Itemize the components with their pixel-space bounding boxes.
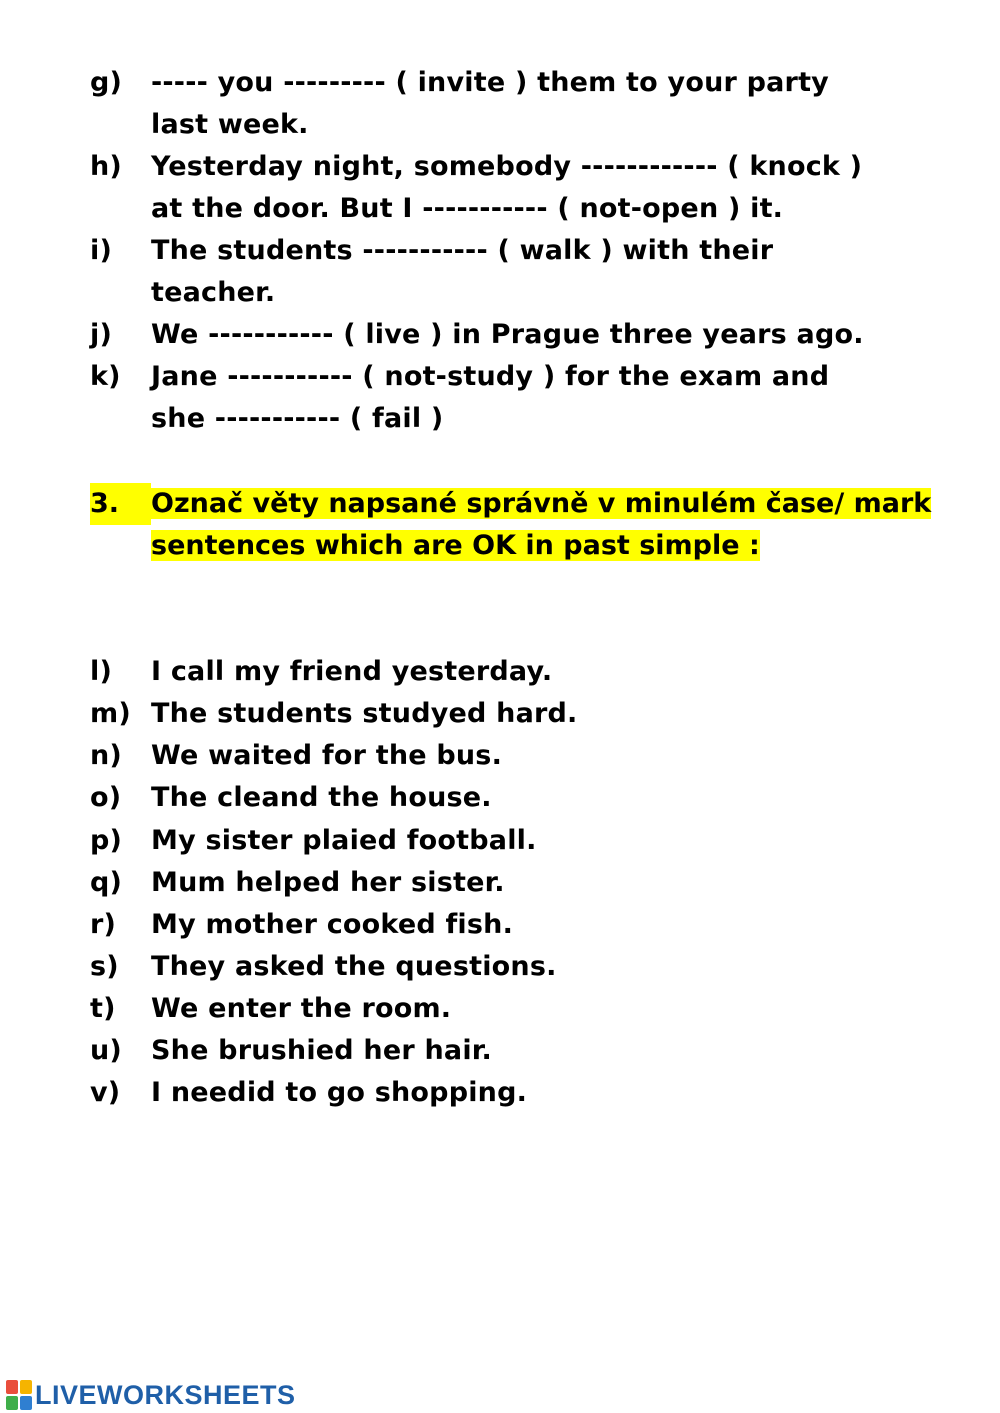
exercise-item-p[interactable] — [90, 820, 950, 862]
item-label: s) — [90, 951, 119, 982]
item-line: The students ----------- ( walk ) with their — [151, 235, 774, 266]
heading-line: Označ věty napsané správně v minulém čase/ mark — [151, 488, 932, 519]
item-label: n) — [90, 740, 122, 771]
exercise-item-l[interactable] — [90, 651, 950, 693]
item-sentence[interactable]: My mother cooked fish. — [151, 909, 514, 940]
item-label: l) — [90, 656, 112, 687]
logo-text: LIVEWORKSHEETS — [35, 1379, 296, 1410]
item-sentence[interactable]: They asked the questions. — [151, 951, 557, 982]
item-label: v) — [90, 1077, 121, 1108]
item-sentence[interactable]: Mum helped her sister. — [151, 867, 505, 898]
item-line: Yesterday night, somebody ------------ ( knock ) — [151, 151, 863, 182]
item-label: g) — [90, 67, 123, 98]
liveworksheets-logo[interactable] — [6, 1378, 296, 1412]
item-sentence[interactable]: We enter the room. — [151, 993, 452, 1024]
exercise-item-h — [90, 146, 950, 230]
item-line: We ----------- ( live ) in Prague three years ago. — [151, 319, 864, 350]
item-sentence[interactable]: The cleand the house. — [151, 782, 492, 813]
item-label: r) — [90, 909, 117, 940]
exercise-item-u[interactable] — [90, 1030, 950, 1072]
exercise-number: 3. — [90, 483, 151, 525]
item-sentence[interactable]: She brushied her hair. — [151, 1035, 492, 1066]
item-sentence[interactable]: The students studyed hard. — [151, 698, 578, 729]
exercise-item-v[interactable] — [90, 1072, 950, 1114]
heading-line: sentences which are OK in past simple : — [151, 530, 760, 561]
item-line: teacher. — [151, 277, 276, 308]
item-label: t) — [90, 993, 116, 1024]
item-label: k) — [90, 361, 121, 392]
exercise-item-n[interactable] — [90, 735, 950, 777]
exercise-item-k — [90, 356, 950, 440]
item-label: m) — [90, 698, 131, 729]
item-label: u) — [90, 1035, 122, 1066]
exercise-item-s[interactable] — [90, 946, 950, 988]
exercise-item-i — [90, 230, 950, 314]
exercise-item-t[interactable] — [90, 988, 950, 1030]
item-sentence[interactable]: We waited for the bus. — [151, 740, 503, 771]
item-sentence[interactable]: I call my friend yesterday. — [151, 656, 553, 687]
item-label: o) — [90, 782, 122, 813]
item-label: h) — [90, 151, 122, 182]
liveworksheets-logo-icon — [6, 1380, 32, 1410]
exercise-item-o[interactable] — [90, 777, 950, 819]
item-label: i) — [90, 235, 112, 266]
item-line: Jane ----------- ( not-study ) for the exam and — [151, 361, 830, 392]
item-label: j) — [90, 319, 112, 350]
item-sentence[interactable]: My sister plaied football. — [151, 825, 537, 856]
item-line: ----- you --------- ( invite ) them to your party — [151, 67, 829, 98]
exercise-3-heading — [90, 483, 960, 567]
item-sentence[interactable]: I needid to go shopping. — [151, 1077, 528, 1108]
exercise-item-j — [90, 314, 950, 356]
item-line: at the door. But I ----------- ( not-open ) it. — [151, 193, 784, 224]
exercise-item-m[interactable] — [90, 693, 950, 735]
exercise-item-q[interactable] — [90, 862, 950, 904]
exercise-item-g — [90, 62, 950, 146]
item-line: she ----------- ( fail ) — [151, 403, 444, 434]
item-line: last week. — [151, 109, 309, 140]
item-label: p) — [90, 825, 123, 856]
exercise-item-r[interactable] — [90, 904, 950, 946]
item-label: q) — [90, 867, 123, 898]
